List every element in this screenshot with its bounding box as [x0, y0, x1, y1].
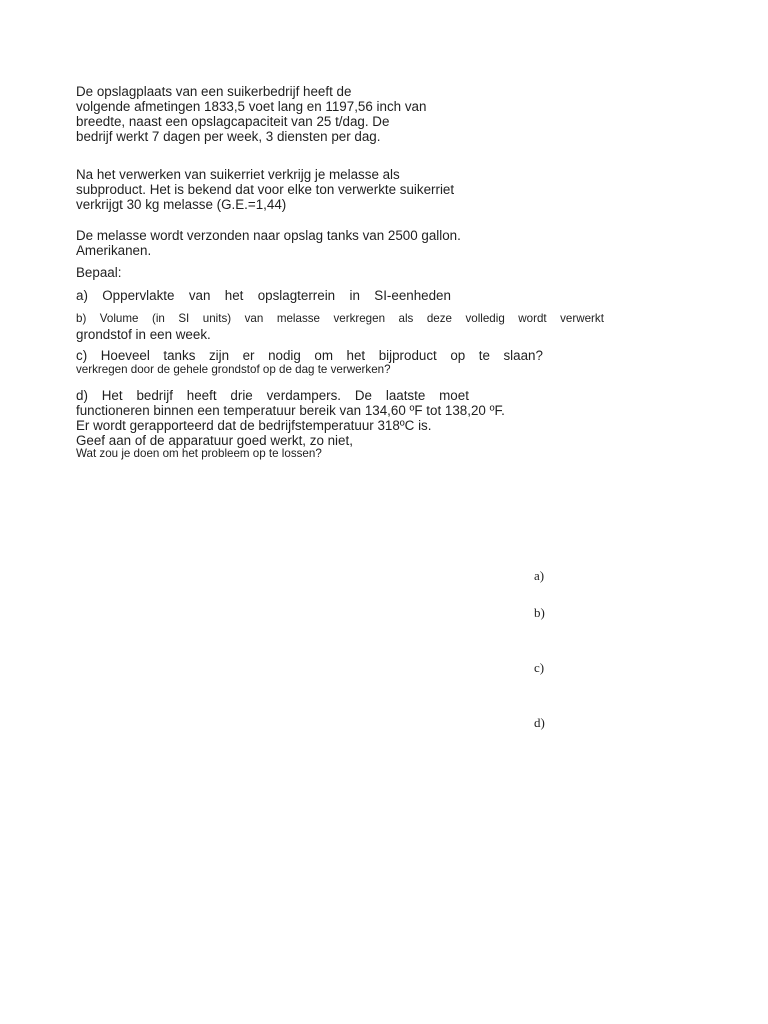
molasses-line-2: subproduct. Het is bekend dat voor elke ton verwerkte suikerriet: [76, 182, 455, 197]
molasses-line-1: Na het verwerken van suikerriet verkrijg je melasse als: [76, 167, 400, 182]
question-b-word: verkregen: [333, 312, 386, 325]
question-d-word: laatste: [385, 388, 426, 403]
answer-c-label: c): [534, 660, 545, 675]
question-b-word: verwerkt: [560, 312, 604, 325]
question-c-word: nodig: [268, 348, 301, 363]
question-d-word: d): [76, 388, 88, 403]
answer-a-label: a): [534, 568, 545, 583]
tanks-line-2: Amerikanen.: [76, 243, 152, 258]
question-d-line-1: [76, 388, 469, 403]
question-b-word: b): [76, 312, 87, 325]
question-d-word: drie: [230, 388, 253, 403]
question-c-word: het: [346, 348, 366, 363]
question-a-word: opslagterrein: [257, 288, 336, 303]
tanks-line-1: De melasse wordt verzonden naar opslag tanks van 2500 gallon.: [76, 228, 461, 243]
question-c-word: tanks: [163, 348, 196, 363]
question-c-word: te: [478, 348, 490, 363]
question-d-line-3: Er wordt gerapporteerd dat de bedrijfstemperatuur 318ºC is.: [76, 418, 432, 433]
intro-line-1: De opslagplaats van een suikerbedrijf heeft de: [76, 84, 352, 99]
question-c-word: bijproduct: [378, 348, 437, 363]
question-a-word: SI-eenheden: [374, 288, 451, 303]
question-b-word: melasse: [276, 312, 320, 325]
question-d-line-4: Geef aan of de apparatuur goed werkt, zo niet,: [76, 433, 353, 448]
question-b-word: Volume: [99, 312, 139, 325]
question-d-word: De: [354, 388, 372, 403]
question-c-word: op: [450, 348, 466, 363]
question-b-line-1: [76, 312, 604, 325]
question-c-word: zijn: [208, 348, 230, 363]
question-a-word: a): [76, 288, 88, 303]
answer-d-label: d): [534, 715, 545, 730]
question-c-word: c): [76, 348, 88, 363]
question-d-word: verdampers.: [266, 388, 342, 403]
question-a-word: het: [224, 288, 244, 303]
answer-b-label: b): [534, 605, 545, 620]
intro-line-3: breedte, naast een opslagcapaciteit van 25 t/dag. De: [76, 114, 390, 129]
question-b-word: als: [398, 312, 414, 325]
question-c-word: er: [242, 348, 255, 363]
question-d-line-2: functioneren binnen een temperatuur bereik van 134,60 ºF tot 138,20 ºF.: [76, 403, 505, 418]
question-b-word: volledig: [465, 312, 505, 325]
question-a-word: Oppervlakte: [102, 288, 175, 303]
question-a-word: in: [349, 288, 360, 303]
bepaal-heading: Bepaal:: [76, 265, 122, 280]
molasses-line-3: verkrijgt 30 kg melasse (G.E.=1,44): [76, 197, 287, 212]
question-b-word: van: [244, 312, 264, 325]
intro-line-4: bedrijf werkt 7 dagen per week, 3 diensten per dag.: [76, 129, 381, 144]
question-b-word: wordt: [518, 312, 547, 325]
question-b-word: (in: [151, 312, 165, 325]
question-d-line-5: Wat zou je doen om het probleem op te lossen?: [76, 447, 322, 460]
question-b-word: deze: [426, 312, 452, 325]
question-d-word: moet: [439, 388, 469, 403]
question-c-word: slaan?: [503, 348, 543, 363]
question-a: [76, 288, 451, 303]
question-a-word: van: [188, 288, 211, 303]
question-d-word: Het: [101, 388, 123, 403]
question-b-line-2: grondstof in een week.: [76, 327, 211, 342]
intro-line-2: volgende afmetingen 1833,5 voet lang en 1197,56 inch van: [76, 99, 427, 114]
question-c-line-1: [76, 348, 543, 363]
question-c-line-2: verkregen door de gehele grondstof op de dag te verwerken?: [76, 363, 391, 376]
question-b-word: units): [202, 312, 232, 325]
question-d-word: heeft: [186, 388, 217, 403]
question-c-word: om: [314, 348, 333, 363]
question-d-word: bedrijf: [136, 388, 173, 403]
question-b-word: SI: [178, 312, 190, 325]
question-c-word: Hoeveel: [100, 348, 150, 363]
